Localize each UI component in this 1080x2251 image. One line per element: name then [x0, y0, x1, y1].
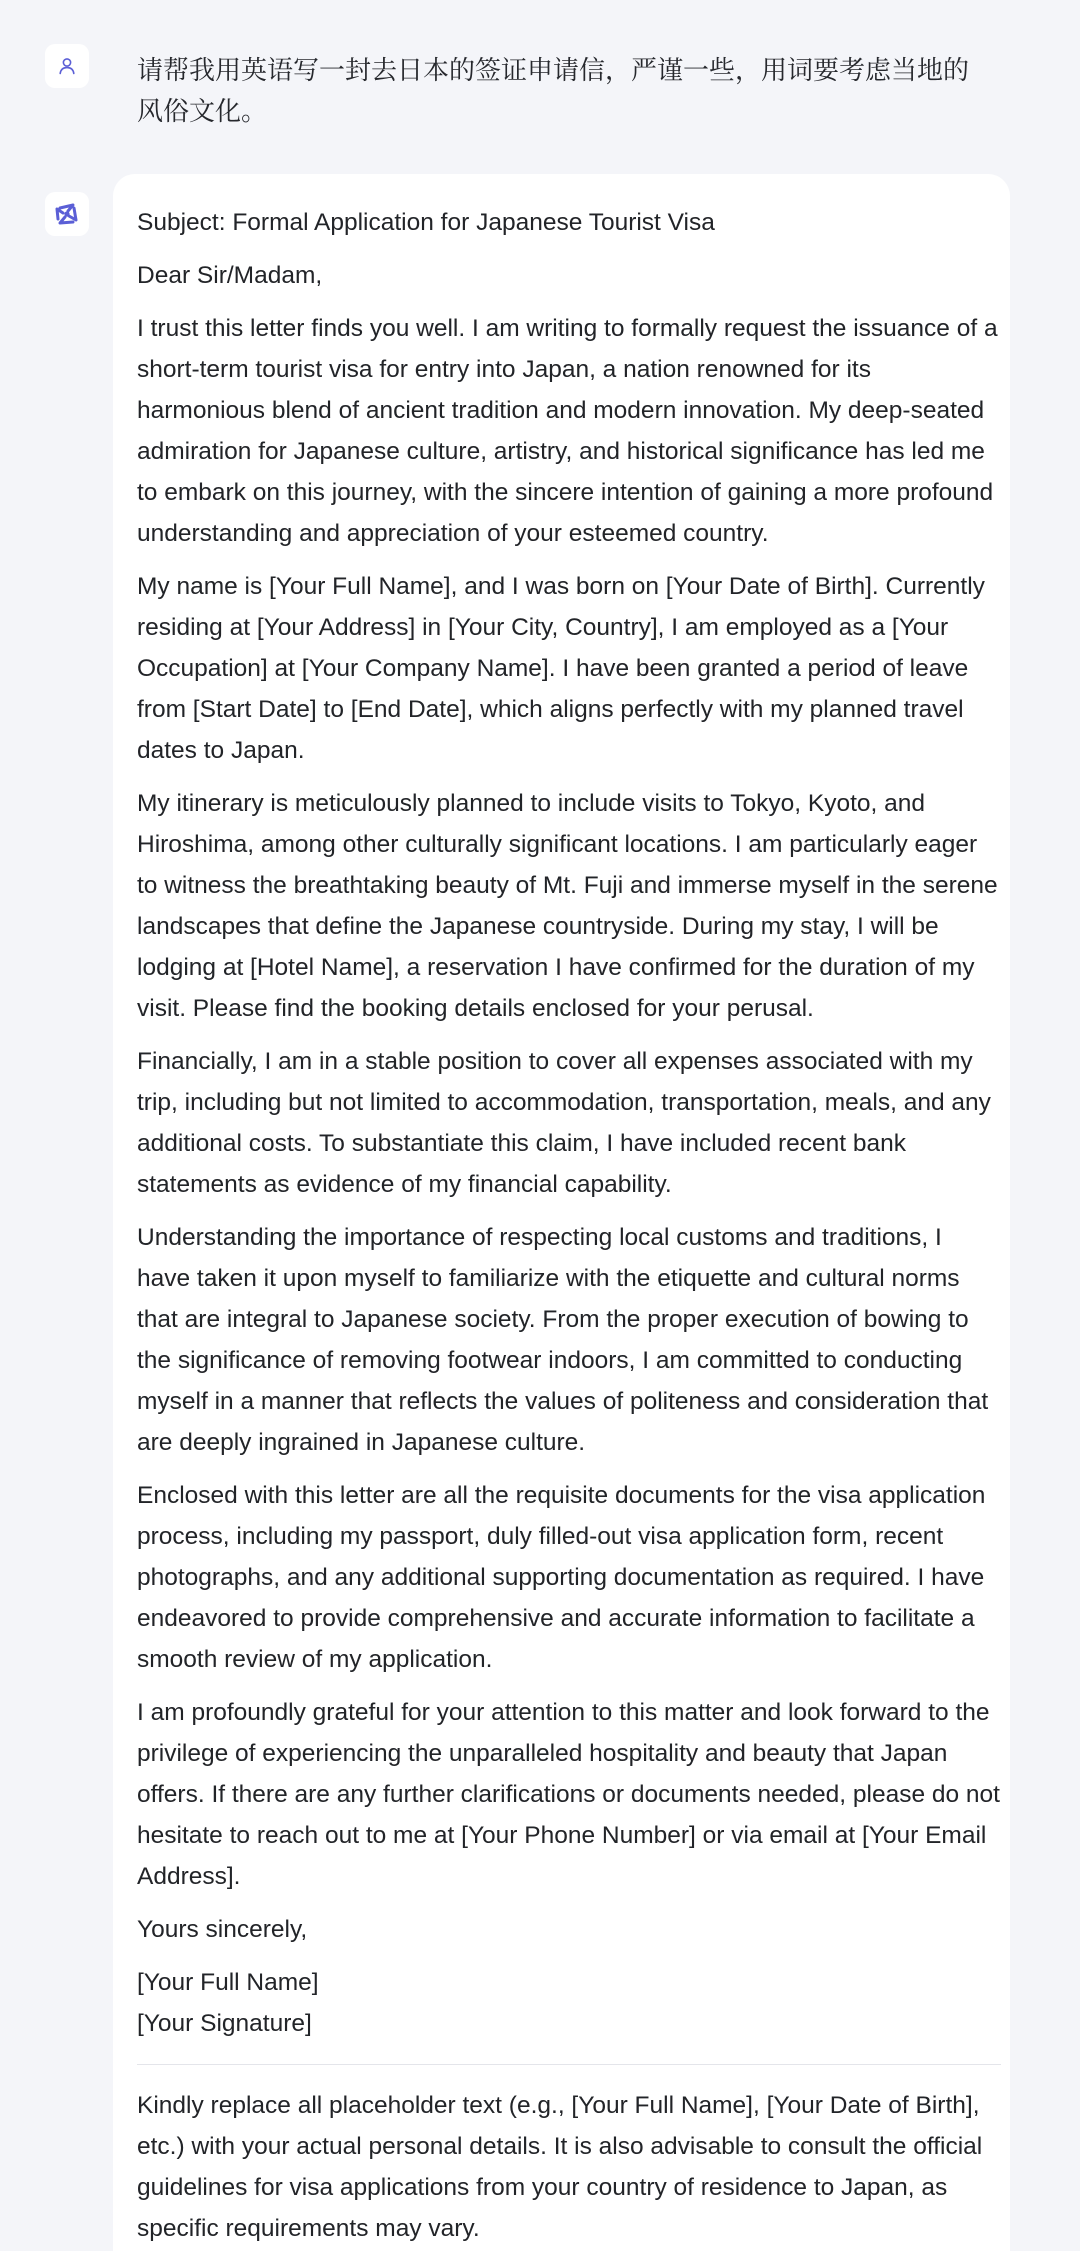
- letter-signature-name: [Your Full Name]: [137, 1969, 319, 1996]
- letter-paragraph: Financially, I am in a stable position to cover all expenses associated with my trip, including but not limited to accommodation, transportation, meals, and any additional costs. To substantiate this claim, I have included recent bank statements as evidence of my financial capability.: [137, 1048, 991, 1198]
- assistant-message-content: [137, 202, 1001, 2251]
- replacement-note: Kindly replace all placeholder text (e.g., [Your Full Name], [Your Date of Birth], etc.) with your actual personal details. It is also advisable to consult the official guidelines for visa applications from your country of residence to Japan, as specific requirements may vary.: [137, 2092, 983, 2242]
- divider: [137, 2064, 1001, 2065]
- user-avatar: [45, 44, 89, 88]
- user-icon: [57, 56, 77, 76]
- assistant-avatar: [45, 192, 89, 236]
- assistant-logo-icon: [52, 199, 82, 229]
- letter-subject: Subject: Formal Application for Japanese Tourist Visa: [137, 209, 715, 236]
- letter-paragraph: I trust this letter finds you well. I am writing to formally request the issuance of a short-term tourist visa for entry into Japan, a nation renowned for its harmonious blend of ancient tradition and modern innovation. My deep-seated admiration for Japanese culture, artistry, and historical significance has led me to embark on this journey, with the sincere intention of gaining a more profound understanding and appreciation of your esteemed country.: [137, 315, 998, 547]
- letter-salutation: Dear Sir/Madam,: [137, 262, 323, 289]
- letter-paragraph: My name is [Your Full Name], and I was born on [Your Date of Birth]. Currently residing at [Your Address] in [Your City, Country], I am employed as a [Your Occupation] at [Your Company Name]. I have been granted a period of leave from [Start Date] to [End Date], which aligns perfectly with my planned travel dates to Japan.: [137, 573, 985, 764]
- user-message-text: 请帮我用英语写一封去日本的签证申请信，严谨一些，用词要考虑当地的风俗文化。: [137, 55, 970, 126]
- letter-paragraph: I am profoundly grateful for your attention to this matter and look forward to the privilege of experiencing the unparalleled hospitality and beauty that Japan offers. If there are any further clarifications or documents needed, please do not hesitate to reach out to me at [Your Phone Number] or via email at [Your Email Address].: [137, 1699, 1000, 1890]
- letter-paragraph: Enclosed with this letter are all the requisite documents for the visa application process, including my passport, duly filled-out visa application form, recent photographs, and any additional supporting documentation as required. I have endeavored to provide comprehensive and accurate information to facilitate a smooth review of my application.: [137, 1482, 986, 1673]
- assistant-message-card: [113, 174, 1010, 2251]
- letter-paragraph: Understanding the importance of respecting local customs and traditions, I have taken it upon myself to familiarize with the etiquette and cultural norms that are integral to Japanese society. From the proper execution of bowing to the significance of removing footwear indoors, I am committed to conducting myself in a manner that reflects the values of politeness and consideration that are deeply ingrained in Japanese culture.: [137, 1224, 989, 1456]
- letter-signature-line: [Your Signature]: [137, 2010, 312, 2037]
- letter-closing: Yours sincerely,: [137, 1916, 308, 1943]
- letter-paragraph: My itinerary is meticulously planned to include visits to Tokyo, Kyoto, and Hiroshima, among other culturally significant locations. I am particularly eager to witness the breathtaking beauty of Mt. Fuji and immerse myself in the serene landscapes that define the Japanese countryside. During my stay, I will be lodging at [Hotel Name], a reservation I have confirmed for the duration of my visit. Please find the booking details enclosed for your perusal.: [137, 790, 998, 1022]
